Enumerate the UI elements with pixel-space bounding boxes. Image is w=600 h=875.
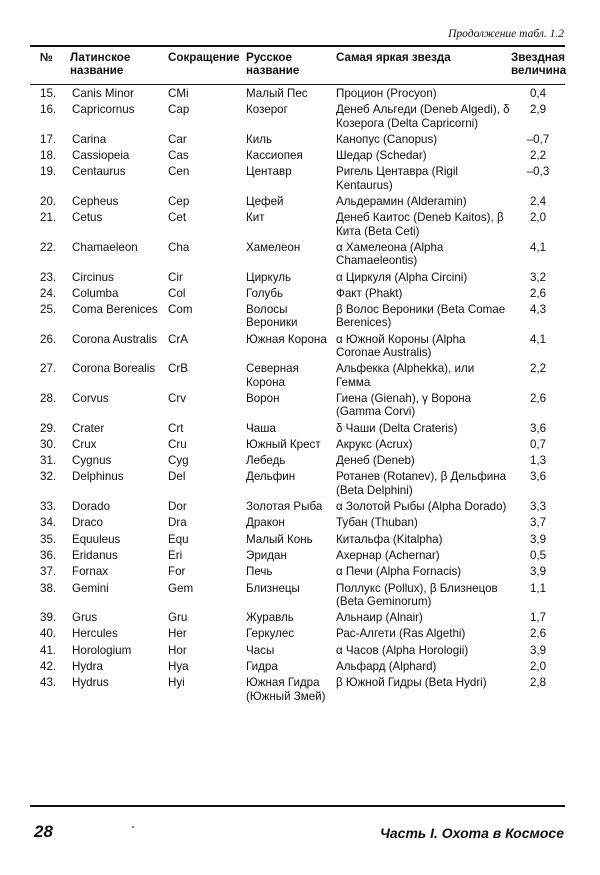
row-latin-name: Carina [72,132,107,146]
row-magnitude: 2,6 [529,286,547,300]
row-latin-name: Delphinus [72,470,124,484]
row-brightest-star: Тубан (Thuban) [336,516,418,530]
row-latin-name: Corona Borealis [72,362,156,376]
row-latin-name: Equuleus [72,532,121,546]
table-bottom-rule [30,805,565,807]
row-brightest-star: δ Чаши (Delta Crateris) [336,421,458,435]
row-magnitude: 2,0 [529,659,547,673]
row-number: 21. [40,211,57,225]
row-magnitude: 1,3 [529,454,547,468]
row-latin-name: Hydrus [72,676,109,690]
row-latin-name: Cepheus [72,195,119,209]
row-latin-name: Fornax [72,565,109,579]
row-magnitude: –0,7 [526,132,550,146]
row-number: 25. [40,303,57,317]
row-number: 33. [40,500,57,514]
row-number: 26. [40,332,57,346]
row-number: 16. [40,103,57,117]
row-abbreviation: Car [168,132,187,146]
row-abbreviation: Col [168,286,186,300]
row-brightest-star: α Часов (Alpha Horologii) [336,643,469,657]
row-russian-name: Дракон [246,516,285,530]
table-row [30,359,565,389]
row-russian-name: Козерог [246,103,288,117]
row-latin-name: Cassiopeia [72,149,130,163]
row-abbreviation: Equ [168,532,189,546]
part-title: Часть I. Охота в Космосе [379,825,564,841]
table-row [30,284,565,300]
row-number: 17. [40,132,57,146]
row-brightest-star: Ротанев (Rotanev), β Дельфина (Beta Delphini) [336,470,507,497]
row-brightest-star: Шедар (Schedar) [336,149,427,163]
table-continuation-caption: Продолжение табл. 1.2 [448,28,564,40]
row-magnitude: 1,1 [529,581,547,595]
row-latin-name: Coma Berenices [72,303,158,317]
row-brightest-star: β Южной Гидры (Beta Hydri) [336,676,487,690]
row-brightest-star: Денеб (Deneb) [336,454,415,468]
row-latin-name: Chamaeleon [72,240,138,254]
table-row [30,389,565,419]
column-header-magnitude: Звездная величина [511,51,567,77]
row-brightest-star: Канопус (Canopus) [336,132,438,146]
table-row [30,84,565,100]
row-brightest-star: α Южной Короны (Alpha Coronae Australis) [336,332,466,360]
row-latin-name: Draco [72,516,103,530]
row-brightest-star: Процион (Procyon) [336,87,437,100]
row-brightest-star: Ахернар (Achernar) [336,548,440,562]
row-russian-name: Хамелеон [246,240,301,254]
row-russian-name: Волосы Вероники [246,303,298,330]
row-russian-name: Центавр [246,165,292,179]
row-magnitude: 3,9 [529,565,547,579]
row-abbreviation: Hya [168,659,189,673]
row-russian-name: Южная Гидра (Южный Змей) [246,676,326,703]
column-header-latin: Латинское название [70,51,131,77]
row-brightest-star: α Золотой Рыбы (Alpha Dorado) [336,500,507,514]
row-latin-name: Corvus [72,391,109,405]
row-number: 30. [40,437,57,451]
table-row [30,162,565,192]
row-russian-name: Кит [246,211,265,225]
table-row [30,208,565,238]
table-header-row [30,47,565,84]
row-latin-name: Centaurus [72,165,126,179]
row-brightest-star: α Печи (Alpha Fornacis) [336,565,462,579]
row-latin-name: Capricornus [72,103,135,117]
constellation-table [30,47,565,703]
row-brightest-star: Акрукс (Acrux) [336,437,413,451]
row-russian-name: Южный Крест [246,437,321,451]
row-abbreviation: Dor [168,500,187,514]
row-abbreviation: Cyg [168,454,189,468]
row-number: 19. [40,165,57,179]
table-row [30,497,565,513]
row-russian-name: Ворон [246,391,280,405]
row-magnitude: 2,8 [529,676,547,690]
table-row [30,513,565,529]
row-magnitude: 4,3 [529,303,547,317]
row-magnitude: 3,7 [529,516,547,530]
row-abbreviation: Crt [168,421,184,435]
row-latin-name: Grus [72,611,98,625]
row-magnitude: 2,9 [529,103,547,117]
row-brightest-star: Альфекка (Alphekka), или Гемма [336,362,475,389]
row-latin-name: Crux [72,437,97,451]
row-magnitude: 3,6 [529,470,547,484]
row-russian-name: Гидра [246,659,278,673]
row-magnitude: 2,6 [529,391,547,405]
row-russian-name: Киль [246,132,273,146]
row-brightest-star: Альнаир (Alnair) [336,611,423,625]
row-magnitude: 2,4 [529,195,547,209]
row-number: 15. [40,87,57,100]
row-abbreviation: Cet [168,211,187,225]
table-row [30,451,565,467]
row-russian-name: Часы [246,643,275,657]
table-row [30,673,565,703]
row-abbreviation: Cen [168,165,190,179]
row-abbreviation: Dra [168,516,187,530]
row-magnitude: 2,6 [529,627,547,641]
row-abbreviation: Gem [168,581,194,595]
row-brightest-star: Китальфа (Kitalpha) [336,532,443,546]
table-row [30,657,565,673]
row-russian-name: Золотая Рыба [246,500,323,514]
row-brightest-star: α Циркуля (Alpha Circini) [336,270,468,284]
row-brightest-star: Альфард (Alphard) [336,659,437,673]
column-header-abbreviation: Сокращение [168,51,240,64]
row-number: 27. [40,362,57,376]
row-russian-name: Цефей [246,195,284,209]
row-abbreviation: Cap [168,103,190,117]
row-number: 20. [40,195,57,209]
table-row [30,624,565,640]
row-abbreviation: Cha [168,240,190,254]
row-abbreviation: CrA [168,332,188,346]
row-number: 28. [40,391,57,405]
row-number: 36. [40,548,57,562]
row-brightest-star: Денеб Альгеди (Deneb Algedi), δ Козерога (Delta Capricorni) [336,103,510,130]
column-header-brightest-star: Самая яркая звезда [336,51,451,64]
row-brightest-star: Гиена (Gienah), γ Ворона (Gamma Corvi) [336,391,472,419]
row-brightest-star: Денеб Каитос (Deneb Kaitos), β Кита (Beta Ceti) [336,211,504,238]
row-russian-name: Кассиопея [246,149,303,163]
row-number: 31. [40,454,57,468]
row-abbreviation: Hor [168,643,187,657]
row-number: 32. [40,470,57,484]
row-abbreviation: Com [168,303,193,317]
row-abbreviation: Gru [168,611,188,625]
row-number: 24. [40,286,57,300]
row-russian-name: Геркулес [246,627,295,641]
row-abbreviation: Her [168,627,187,641]
table-row [30,467,565,497]
table-row [30,330,565,360]
row-russian-name: Циркуль [246,270,292,284]
row-magnitude: –0,3 [526,165,550,179]
page-number: 28 [34,822,53,841]
row-magnitude: 0,5 [529,548,547,562]
row-latin-name: Cetus [72,211,103,225]
row-magnitude: 3,9 [529,532,547,546]
row-brightest-star: Альдерамин (Alderamin) [336,195,467,209]
row-russian-name: Северная Корона [246,362,299,389]
table-row [30,530,565,546]
row-number: 35. [40,532,57,546]
row-abbreviation: For [168,565,186,579]
row-latin-name: Cygnus [72,454,112,468]
row-magnitude: 4,1 [529,240,547,254]
row-magnitude: 2,2 [529,149,547,163]
row-magnitude: 2,0 [529,211,547,225]
row-latin-name: Hydra [72,659,103,673]
row-latin-name: Hercules [72,627,118,641]
row-number: 42. [40,659,57,673]
row-magnitude: 3,9 [529,643,547,657]
row-latin-name: Columba [72,286,119,300]
row-number: 29. [40,421,57,435]
row-russian-name: Печь [246,565,273,579]
row-magnitude: 3,2 [529,270,547,284]
row-brightest-star: β Волос Вероники (Beta Comae Berenices) [336,303,506,330]
row-latin-name: Canis Minor [72,87,134,100]
row-magnitude: 0,4 [529,87,547,100]
table-row [30,435,565,451]
table-row [30,146,565,162]
table-row [30,130,565,146]
row-number: 43. [40,676,57,690]
row-number: 40. [40,627,57,641]
row-number: 39. [40,611,57,625]
table-row [30,579,565,609]
row-russian-name: Лебедь [246,454,286,468]
row-russian-name: Близнецы [246,581,300,595]
row-latin-name: Gemini [72,581,109,595]
table-row [30,546,565,562]
row-abbreviation: Del [168,470,186,484]
row-number: 41. [40,643,57,657]
row-magnitude: 2,2 [529,362,547,376]
row-russian-name: Южная Корона [246,332,327,346]
row-russian-name: Дельфин [246,470,296,484]
row-russian-name: Голубь [246,286,284,300]
table-row [30,100,565,130]
row-latin-name: Dorado [72,500,111,514]
table-row [30,608,565,624]
print-speck [132,826,134,828]
row-magnitude: 0,7 [529,437,547,451]
table-row [30,641,565,657]
row-magnitude: 1,7 [529,611,547,625]
row-russian-name: Малый Конь [246,532,313,546]
table-row [30,562,565,578]
row-russian-name: Эридан [246,548,287,562]
row-number: 23. [40,270,57,284]
row-russian-name: Чаша [246,421,276,435]
row-russian-name: Журавль [246,611,294,625]
row-number: 22. [40,240,57,254]
row-number: 18. [40,149,57,163]
row-abbreviation: CrB [168,362,188,376]
column-header-russian: Русское название [246,51,300,77]
row-magnitude: 4,1 [529,332,547,346]
table-row [30,300,565,330]
row-number: 34. [40,516,57,530]
row-abbreviation: CMi [168,87,189,100]
row-brightest-star: Поллукс (Pollux), β Близнецов (Beta Geminorum) [336,581,498,608]
row-latin-name: Eridanus [72,548,118,562]
row-latin-name: Circinus [72,270,114,284]
row-brightest-star: α Хамелеона (Alpha Chamaeleontis) [336,240,444,268]
row-latin-name: Corona Australis [72,332,158,346]
table-row [30,268,565,284]
row-brightest-star: Факт (Phakt) [336,286,403,300]
row-magnitude: 3,6 [529,421,547,435]
table-body [30,84,565,703]
row-abbreviation: Eri [168,548,183,562]
row-abbreviation: Hyi [168,676,185,690]
row-latin-name: Horologium [72,643,132,657]
row-abbreviation: Cru [168,437,187,451]
row-abbreviation: Cir [168,270,183,284]
row-brightest-star: Рас-Алгети (Ras Algethi) [336,627,466,641]
row-number: 38. [40,581,57,595]
table-row [30,419,565,435]
row-russian-name: Малый Пес [246,87,308,100]
table-row [30,192,565,208]
column-header-number: № [40,51,53,64]
row-abbreviation: Cep [168,195,190,209]
row-abbreviation: Crv [168,391,187,405]
row-number: 37. [40,565,57,579]
row-abbreviation: Cas [168,149,189,163]
row-magnitude: 3,3 [529,500,547,514]
table-row [30,238,565,268]
row-latin-name: Crater [72,421,105,435]
row-brightest-star: Ригель Центавра (Rigil Kentaurus) [336,165,459,192]
